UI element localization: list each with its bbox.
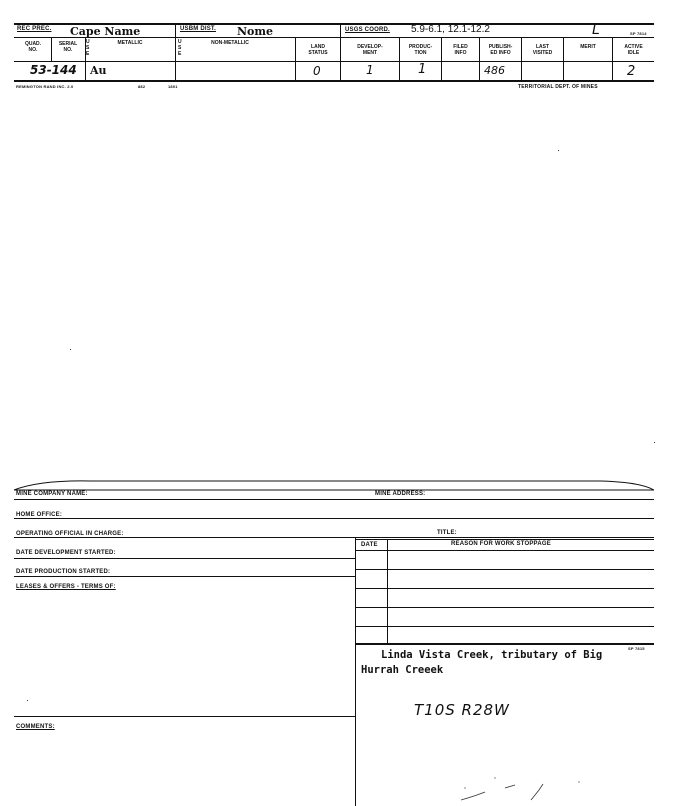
col-filed-info: FILED INFO — [453, 44, 468, 56]
stoppage-row — [355, 588, 654, 589]
stoppage-row — [355, 607, 654, 608]
divider — [387, 539, 388, 644]
date-column-header: DATE — [361, 542, 378, 548]
col-nonmetallic: NON-METALLIC — [211, 40, 249, 46]
rule — [14, 558, 355, 559]
lower-top-curve — [0, 476, 678, 496]
col-production: PRODUC- TION — [408, 44, 433, 56]
pencil-scribble — [455, 770, 595, 806]
col-serial: SERIAL NO. — [58, 41, 78, 53]
rule — [14, 499, 654, 500]
cell-published-info: 486 — [484, 64, 505, 77]
home-office-label: HOME OFFICE: — [16, 512, 63, 518]
usbm-dist-value: Nome — [237, 25, 274, 38]
form-number: SP 7814 — [630, 31, 647, 36]
stoppage-table-bottom — [355, 643, 654, 645]
print-code-2: 1801 — [168, 84, 178, 89]
speck — [27, 700, 28, 701]
typed-note-line-2: Hurrah Creeek — [361, 664, 444, 676]
columns-bottom-rule — [14, 61, 654, 62]
mine-address-label: MINE ADDRESS: — [375, 491, 426, 497]
col-land-status: LAND STATUS — [308, 44, 328, 56]
corner-mark: L — [592, 22, 600, 38]
col-published-info: PUBLISH- ED INFO — [488, 44, 513, 56]
cell-active-idle: 2 — [627, 64, 636, 79]
usgs-coord-label: USGS COORD. — [345, 27, 390, 33]
stoppage-row — [355, 569, 654, 570]
date-development-label: DATE DEVELOPMENT STARTED: — [16, 550, 116, 556]
rec-prec-label: REC PREC. — [17, 26, 52, 32]
usgs-coord-value: 5.9-6.1, 12.1-12.2 — [411, 24, 490, 35]
divider — [175, 23, 176, 80]
col-merit: MERIT — [580, 44, 596, 50]
rule — [14, 716, 355, 717]
col-active-idle: ACTIVE IDLE — [624, 44, 643, 56]
cell-development: 1 — [366, 63, 374, 77]
rule — [355, 539, 654, 540]
col-use-nonmetallic: U S E — [178, 39, 182, 57]
col-development: DEVELOP- MENT — [357, 44, 383, 56]
typed-note-line-1: Linda Vista Creek, tributary of Big — [381, 649, 603, 661]
col-last-visited: LAST VISITED — [532, 44, 553, 56]
rec-prec-value: Cape Name — [70, 25, 141, 38]
row-bottom-rule — [14, 80, 654, 82]
divider — [355, 537, 356, 806]
stoppage-row — [355, 626, 654, 627]
print-code-1: 882 — [138, 84, 146, 89]
cell-production: 1 — [418, 62, 427, 77]
speck — [654, 442, 655, 443]
col-metallic: METALLIC — [117, 40, 143, 46]
leases-offers-label: LEASES & OFFERS - TERMS OF: — [16, 584, 116, 590]
dept-name: TERRITORIAL DEPT. OF MINES — [518, 84, 598, 90]
rule — [14, 537, 654, 538]
form-number-2: SP 7815 — [628, 646, 645, 651]
speck — [70, 349, 71, 350]
date-production-label: DATE PRODUCTION STARTED: — [16, 569, 111, 575]
comments-label: COMMENTS: — [16, 724, 55, 730]
cell-land-status: 0 — [313, 64, 321, 78]
col-quad: QUAD. NO. — [24, 41, 42, 53]
handwritten-location: T10S R28W — [414, 701, 510, 719]
rule — [355, 550, 654, 551]
col-use-metallic: U S E — [86, 39, 90, 57]
usbm-dist-label: USBM DIST. — [180, 26, 217, 32]
rule — [14, 576, 355, 577]
operating-official-label: OPERATING OFFICIAL IN CHARGE: — [16, 531, 124, 537]
mine-company-name-label: MINE COMPANY NAME: — [16, 491, 88, 497]
cell-metallic: Au — [90, 64, 107, 77]
rule — [14, 518, 654, 519]
reason-column-header: REASON FOR WORK STOPPAGE — [451, 541, 551, 547]
printer-imprint: REMINGTON RAND INC. 2.0 — [16, 84, 74, 89]
cell-quad-serial: 53-144 — [30, 63, 77, 77]
speck — [558, 150, 559, 151]
title-label: TITLE: — [437, 530, 457, 536]
